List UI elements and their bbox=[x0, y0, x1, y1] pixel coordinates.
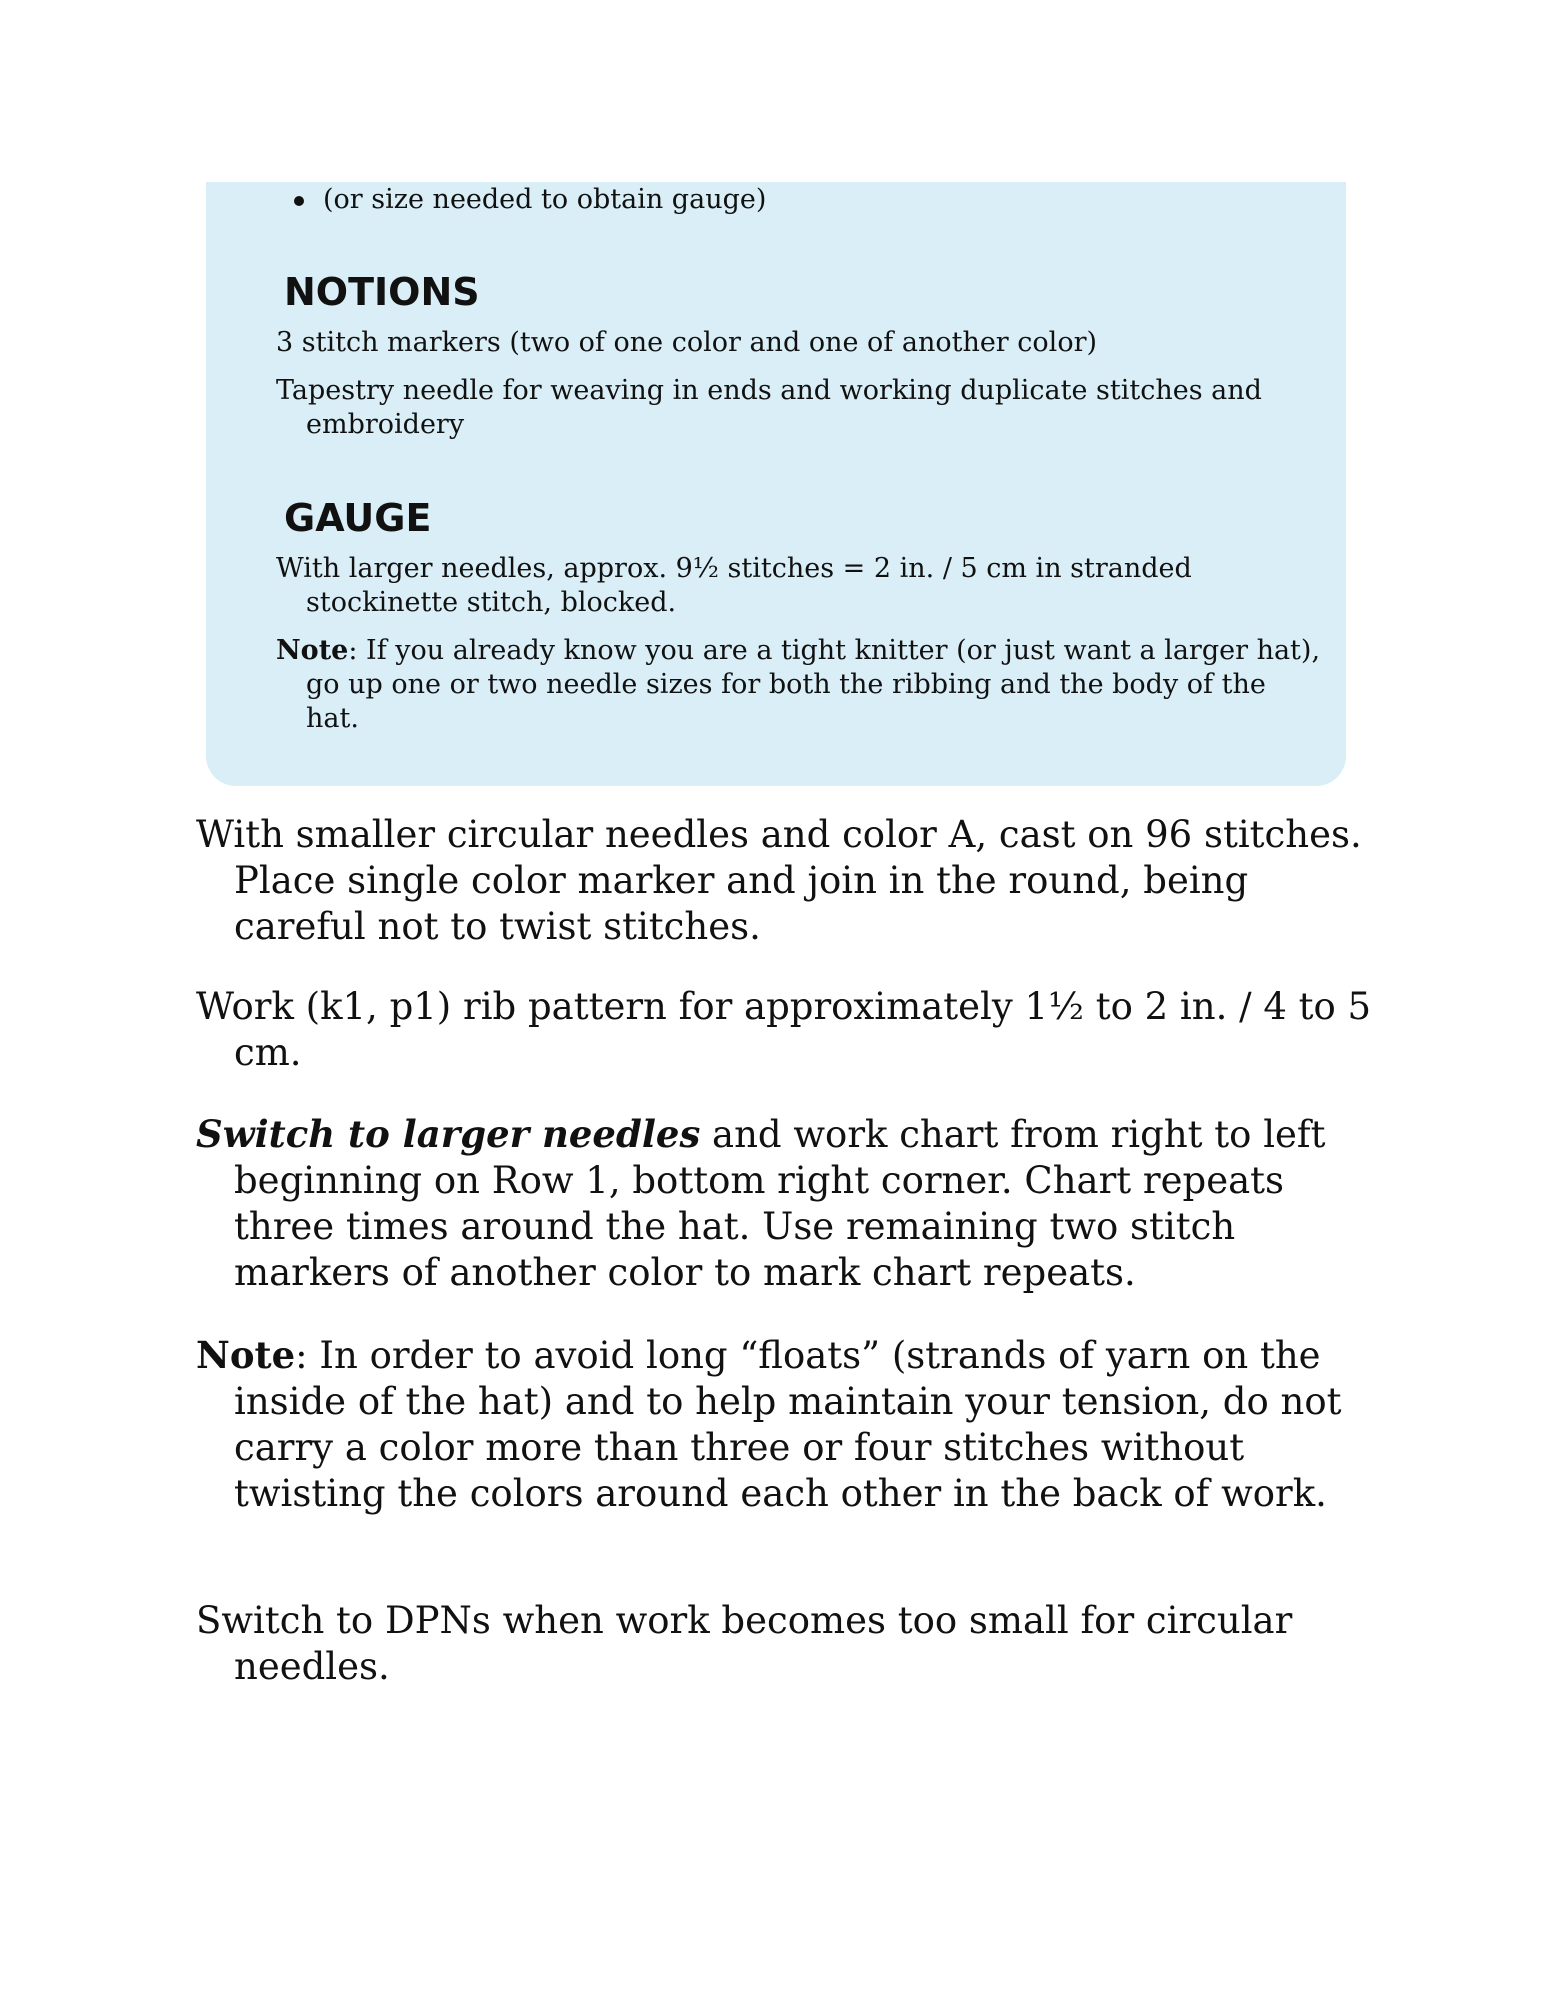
cast-on-paragraph: With smaller circular needles and color A, cast on 96 stitches. Place single color marker and join in the round, being careful not to twist stitches. bbox=[196, 813, 1362, 948]
bullet-icon bbox=[294, 196, 304, 206]
needles-bullet-item: (or size needed to obtain gauge) bbox=[323, 184, 767, 215]
floats-note-paragraph bbox=[196, 1332, 1376, 1517]
switch-needles-paragraph bbox=[196, 1111, 1376, 1296]
floats-note-label: Note bbox=[196, 1333, 296, 1377]
gauge-text: With larger needles, approx. 9½ stitches = 2 in. / 5 cm in stranded stockinette stitch, blocked. bbox=[276, 553, 1192, 618]
gauge-note-text: : If you already know you are a tight knitter (or just want a larger hat), go up one or two needle sizes for both the ribbing and the body of the hat. bbox=[306, 635, 1321, 734]
switch-needles-emphasis: Switch to larger needles bbox=[196, 1112, 701, 1156]
gauge-note-label: Note bbox=[276, 635, 349, 666]
switch-needles-text: and work chart from right to left beginning on Row 1, bottom right corner. Chart repeats three times around the hat. Use remaining two stitch markers of another color to mark chart repeats. bbox=[234, 1113, 1326, 1294]
gauge-note bbox=[276, 634, 1326, 736]
rib-paragraph: Work (k1, p1) rib pattern for approximately 1½ to 2 in. / 4 to 5 cm. bbox=[196, 985, 1372, 1074]
notions-heading: NOTIONS bbox=[284, 270, 480, 314]
notions-item: 3 stitch markers (two of one color and one of another color) bbox=[276, 327, 1098, 358]
gauge-heading: GAUGE bbox=[284, 496, 432, 540]
floats-note-text: : In order to avoid long “floats” (strands of yarn on the inside of the hat) and to help maintain your tension, do not carry a color more than three or four stitches without twisting the colors around each other in the back of work. bbox=[234, 1334, 1342, 1515]
notions-item: Tapestry needle for weaving in ends and working duplicate stitches and embroidery bbox=[276, 375, 1262, 440]
dpns-paragraph: Switch to DPNs when work becomes too small for circular needles. bbox=[196, 1599, 1293, 1688]
